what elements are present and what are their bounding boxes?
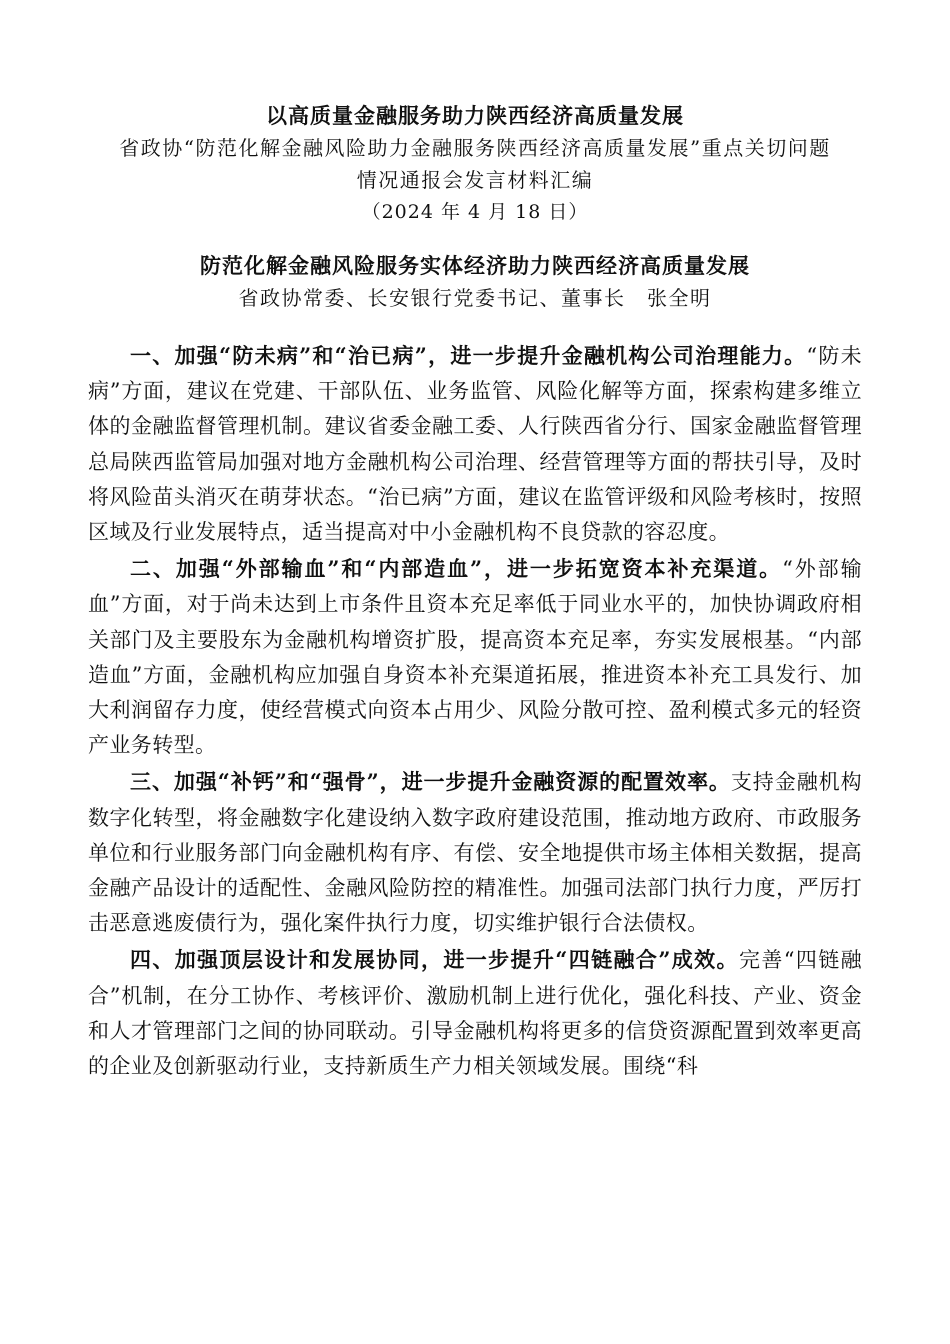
document-date: （2024 年 4 月 18 日） bbox=[361, 201, 589, 223]
paragraph-3-heading: 三、加强“补钙”和“强骨”，进一步提升金融资源的配置效率。 bbox=[130, 769, 731, 795]
paragraph-3-text: 支持金融机构数字化转型，将金融数字化建设纳入数字政府建设范围，推动地方政府、市政服务单位和行业服务部门向金融机构有序、有偿、安全地提供市场主体相关数据，提高金融产品设计的适配性、金融风险防控的精准性。加强司法部门执行力度，严厉打击恶意逃废债行为，强化案件执行力度，切实维护银行合法债权。 bbox=[88, 770, 862, 936]
speech-author: 省政协常委、长安银行党委书记、董事长 张全明 bbox=[238, 286, 712, 310]
body-paragraph-3 bbox=[88, 764, 862, 941]
body-paragraph-2 bbox=[88, 551, 862, 763]
paragraph-1-text: “防未病”方面，建议在党建、干部队伍、业务监管、风险化解等方面，探索构建多维立体的金融监督管理机制。建议省委金融工委、人行陕西省分行、国家金融监督管理总局陕西监管局加强对地方金融机构公司治理、经营管理等方面的帮扶引导，及时将风险苗头消灭在萌芽状态。“治已病”方面，建议在监管评级和风险考核时，按照区域及行业发展特点，适当提高对中小金融机构不良贷款的容忍度。 bbox=[88, 344, 862, 545]
speech-title: 防范化解金融风险服务实体经济助力陕西经济高质量发展 bbox=[200, 253, 750, 278]
paragraph-1-heading: 一、加强“防未病”和“治已病”，进一步提升金融机构公司治理能力。 bbox=[130, 343, 807, 368]
paragraph-4-heading: 四、加强顶层设计和发展协同，进一步提升“四链融合”成效。 bbox=[130, 947, 739, 973]
body-paragraph-1 bbox=[88, 338, 862, 550]
body-paragraph-4 bbox=[88, 942, 862, 1084]
document-page bbox=[88, 100, 862, 1084]
paragraph-4-text: 完善“四链融合”机制，在分工协作、考核评价、激励机制上进行优化，强化科技、产业、资金和人才管理部门之间的协同联动。引导金融机构将更多的信贷资源配置到效率更高的企业及创新驱动行业，支持新质生产力相关领域发展。围绕“科 bbox=[88, 948, 862, 1079]
document-subtitle-line-1: 省政协“防范化解金融风险助力金融服务陕西经济高质量发展”重点关切问题 bbox=[119, 136, 831, 160]
speech-body bbox=[88, 338, 862, 1084]
document-subtitle-line-2: 情况通报会发言材料汇编 bbox=[356, 168, 594, 192]
document-title: 以高质量金融服务助力陕西经济高质量发展 bbox=[266, 103, 684, 128]
paragraph-2-heading: 二、加强“外部输血”和“内部造血”，进一步拓宽资本补充渠道。 bbox=[130, 556, 783, 582]
paragraph-2-text: “外部输血”方面，对于尚未达到上市条件且资本充足率低于同业水平的，加快协调政府相关部门及主要股东为金融机构增资扩股，提高资本充足率，夯实发展根基。“内部造血”方面，金融机构应加强自身资本补充渠道拓展，推进资本补充工具发行、加大利润留存力度，使经营模式向资本占用少、风险分散可控、盈利模式多元的轻资产业务转型。 bbox=[88, 557, 862, 758]
